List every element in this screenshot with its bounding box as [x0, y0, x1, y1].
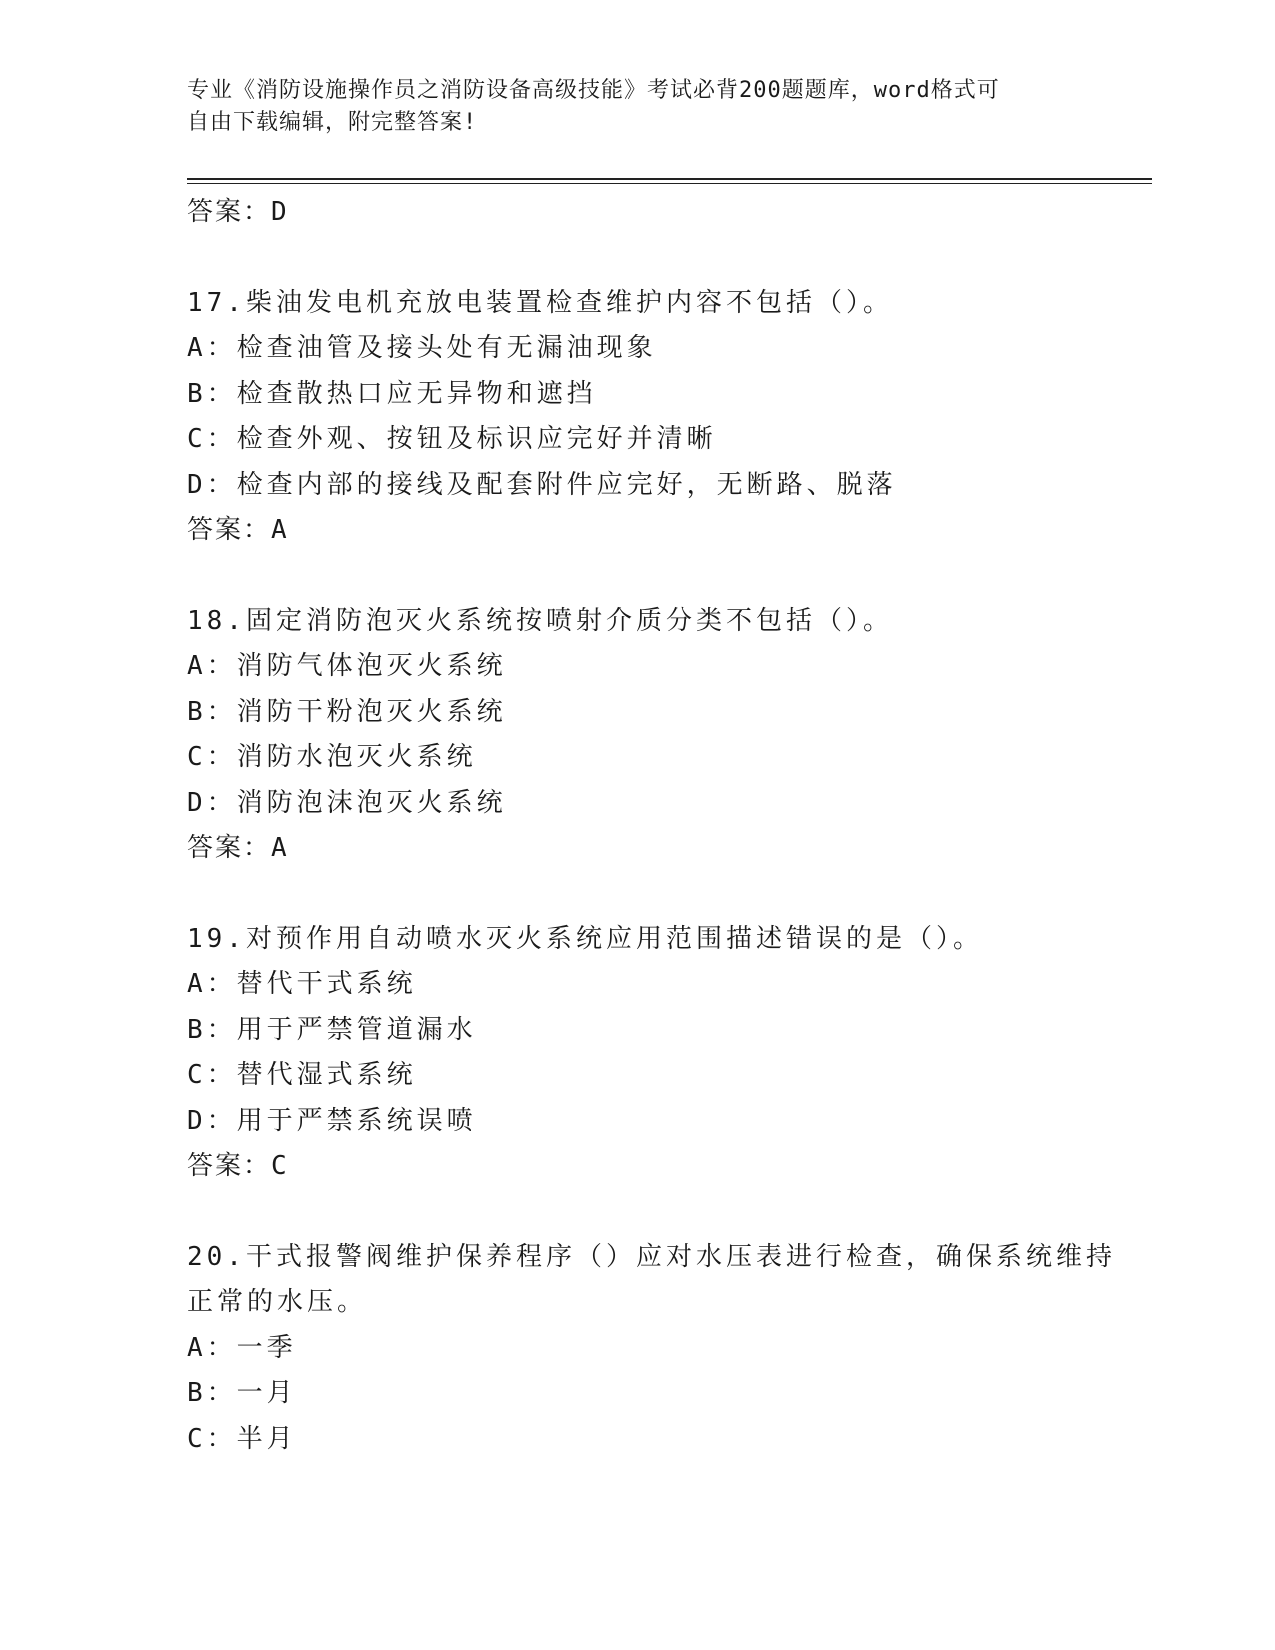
question-stem: 17.柴油发电机充放电装置检查维护内容不包括（）。 — [187, 287, 893, 318]
option-a: A：一季 — [187, 1332, 297, 1363]
option-d: D：检查内部的接线及配套附件应完好，无断路、脱落 — [187, 469, 897, 500]
option-c: C：检查外观、按钮及标识应完好并清晰 — [187, 424, 717, 454]
header-divider-thin — [187, 183, 1152, 184]
option-c: C：半月 — [187, 1423, 297, 1454]
question-stem: 19.对预作用自动喷水灭火系统应用范围描述错误的是（）。 — [187, 923, 983, 954]
spacer — [187, 872, 1087, 917]
option-c: C：消防水泡灭火系统 — [187, 742, 477, 772]
answer-line: 答案：C — [187, 1151, 289, 1181]
spacer — [187, 236, 1087, 281]
header-line-2: 自由下载编辑，附完整答案! — [187, 110, 478, 135]
option-c: C：替代湿式系统 — [187, 1060, 417, 1090]
question-stem-line-2: 正常的水压。 — [187, 1287, 368, 1317]
answer-line: 答案：A — [187, 833, 289, 863]
question-stem: 18.固定消防泡灭火系统按喷射介质分类不包括（）。 — [187, 605, 893, 636]
spacer — [187, 1190, 1087, 1235]
option-d: D：用于严禁系统误喷 — [187, 1105, 477, 1136]
option-b: B：检查散热口应无异物和遮挡 — [187, 378, 597, 409]
question-list — [187, 190, 1116, 1462]
option-d: D：消防泡沫泡灭火系统 — [187, 787, 507, 818]
document-header — [187, 75, 1067, 139]
option-b: B：一月 — [187, 1378, 297, 1408]
spacer — [187, 554, 1087, 599]
option-b: B：用于严禁管道漏水 — [187, 1014, 477, 1045]
answer-line: 答案：D — [187, 197, 289, 227]
header-line-1: 专业《消防设施操作员之消防设备高级技能》考试必背200题题库，word格式可 — [187, 78, 1000, 103]
option-b: B：消防干粉泡灭火系统 — [187, 696, 507, 727]
option-a: A：消防气体泡灭火系统 — [187, 651, 507, 681]
header-divider-thick — [187, 178, 1152, 180]
question-stem-line-1: 20.干式报警阀维护保养程序（）应对水压表进行检查，确保系统维持 — [187, 1241, 1116, 1272]
answer-line: 答案：A — [187, 515, 289, 545]
option-a: A：检查油管及接头处有无漏油现象 — [187, 333, 657, 363]
option-a: A：替代干式系统 — [187, 969, 417, 999]
